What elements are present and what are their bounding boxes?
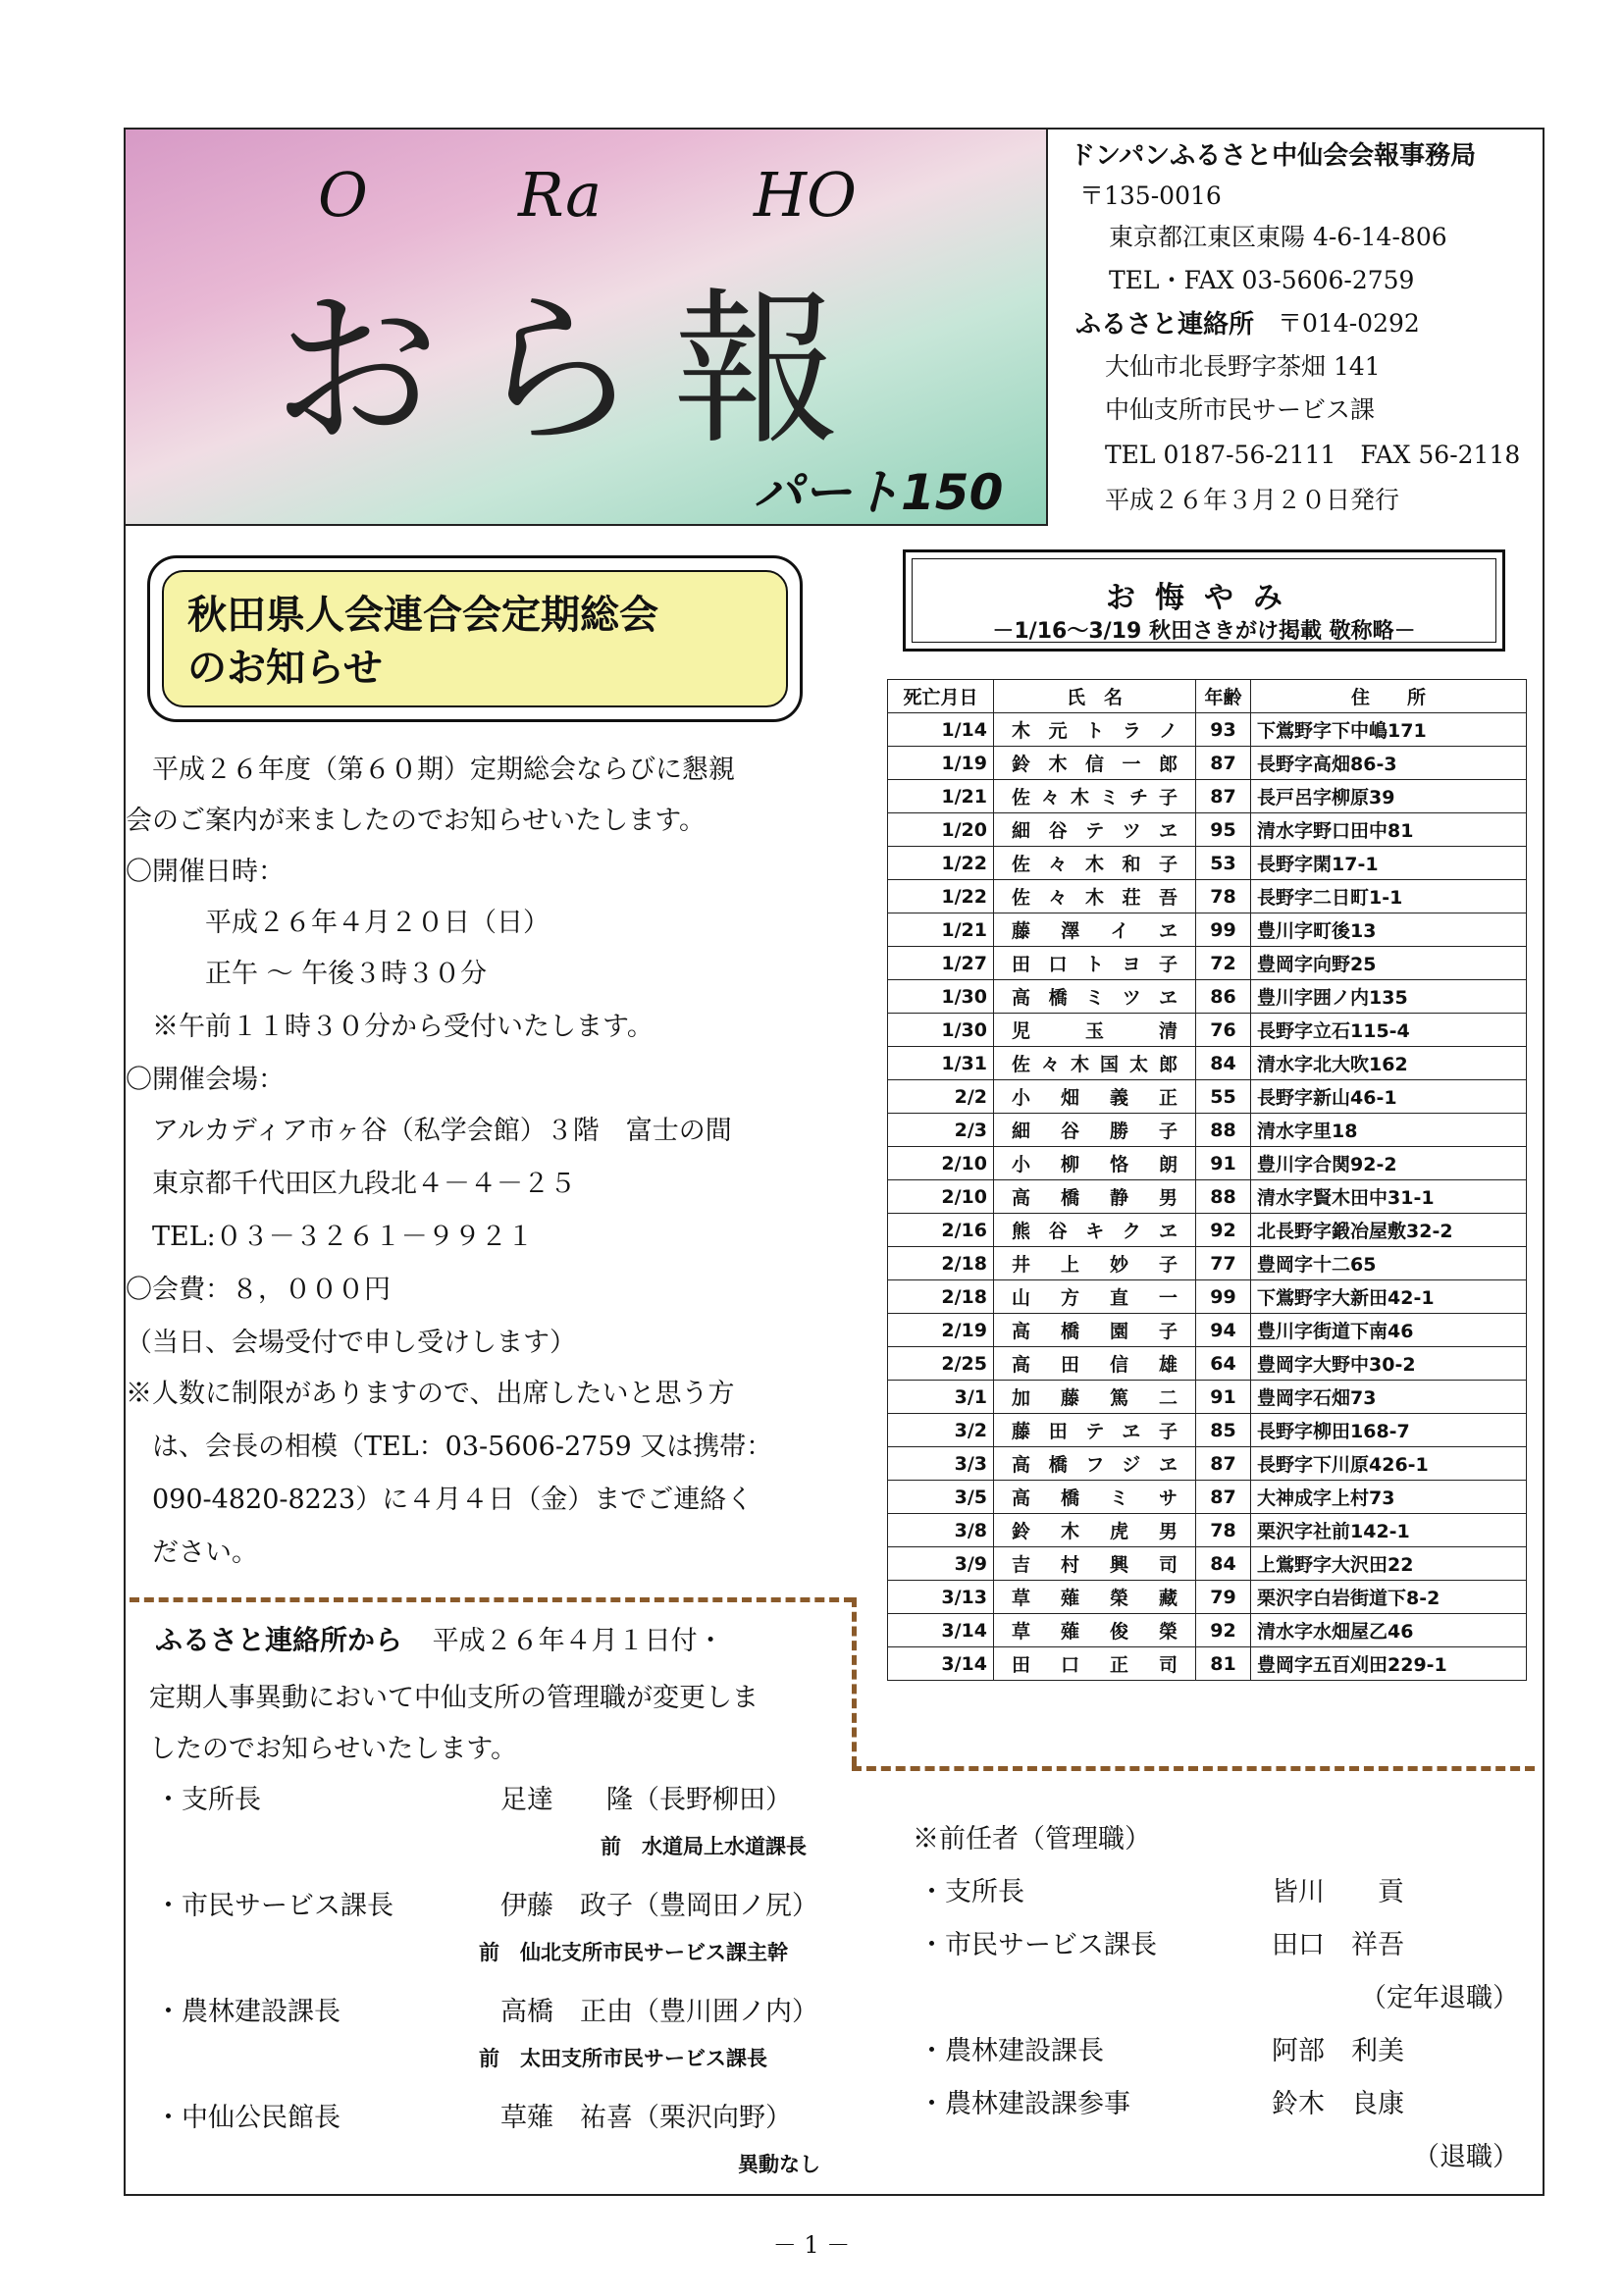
address: 豊川字町後13 [1251,913,1527,947]
notice-line: （当日、会場受付で申し受けします） [126,1328,576,1358]
page-number: － 1 － [772,2231,851,2259]
dashed-divider-top [130,1597,854,1602]
col-name-header: 氏 名 [994,680,1196,713]
predecessor-person: 阿部 利美 [1272,2036,1404,2066]
deceased-name: 高橋園子 [994,1314,1196,1347]
address: 栗沢字社前142-1 [1251,1514,1527,1547]
death-date: 1/19 [888,747,994,780]
condolences-title: お悔やみ [1106,581,1302,615]
age: 87 [1196,1481,1251,1514]
deceased-name: 高橋ミツヱ [994,980,1196,1014]
death-date: 1/30 [888,980,994,1014]
notice-line: ※午前１１時３０分から受付いたします。 [126,1012,654,1042]
age: 88 [1196,1180,1251,1214]
predecessor-person: 田口 祥吾 [1272,1930,1404,1960]
death-date: 1/27 [888,947,994,980]
furusato-header [155,1619,724,1658]
address: 豊川字合関92-2 [1251,1147,1527,1180]
notice-line: 〇開催日時： [126,857,285,887]
masthead-title: おら報 [273,274,874,468]
address: 豊岡字大野中30-2 [1251,1347,1527,1381]
address: 長野字立石115-4 [1251,1014,1527,1047]
contact-dept: 中仙支所市民サービス課 [1105,395,1376,424]
death-date: 2/10 [888,1147,994,1180]
address: 北長野字鍛冶屋敷32-2 [1251,1214,1527,1247]
age: 87 [1196,780,1251,813]
address: 栗沢字白岩街道下8-2 [1251,1581,1527,1614]
office-name: ドンパンふるさと中仙会会報事務局 [1070,141,1477,171]
address: 豊川字街道下南46 [1251,1314,1527,1347]
office-postal: 〒135-0016 [1079,182,1222,210]
notice-line: ※人数に制限がありますので、出席したいと思う方 [126,1379,735,1409]
predecessor-person: 鈴木 良康 [1272,2089,1404,2119]
address: 清水字里18 [1251,1114,1527,1147]
issue-part-number: パート150 [754,464,1004,521]
appointment-person: 高橋 正由（豊川囲ノ内） [500,1997,818,2027]
contact-postal: 〒014-0292 [1278,309,1420,338]
deceased-name: 加藤篤二 [994,1381,1196,1414]
age: 76 [1196,1014,1251,1047]
office-tel: TEL・FAX 03-5606-2759 [1109,266,1415,294]
deceased-name: 細谷勝子 [994,1114,1196,1147]
death-date: 2/25 [888,1347,994,1381]
deceased-name: 鈴木虎男 [994,1514,1196,1547]
notice-line: アルカディア市ヶ谷（私学会館）３階 富士の間 [126,1116,732,1146]
address: 清水字賢木田中31-1 [1251,1180,1527,1214]
age: 64 [1196,1347,1251,1381]
condolences-subtitle: －1/16～3/19 秋田さきがけ掲載 敬称略－ [992,619,1416,644]
death-date: 3/1 [888,1381,994,1414]
furusato-date-note: 平成２６年４月１日付・ [432,1626,724,1656]
age: 84 [1196,1047,1251,1080]
obituary-row [888,847,1527,880]
obituary-row [888,880,1527,913]
deceased-name: 草薙榮藏 [994,1581,1196,1614]
notice-line: 〇開催会場： [126,1065,285,1095]
deceased-name: 佐々木和子 [994,847,1196,880]
address: 豊川字囲ノ内135 [1251,980,1527,1014]
notice-line: 東京都千代田区九段北４－４－２５ [126,1169,576,1199]
deceased-name: 高橋ミサ [994,1481,1196,1514]
age: 78 [1196,880,1251,913]
death-date: 3/14 [888,1614,994,1647]
col-date-header: 死亡月日 [888,680,994,713]
age: 72 [1196,947,1251,980]
age: 85 [1196,1414,1251,1447]
appointment-previous-post: 前 仙北支所市民サービス課主幹 [479,1941,788,1964]
obituary-row [888,1247,1527,1280]
furusato-title: ふるさと連絡所から [155,1624,403,1656]
age: 53 [1196,847,1251,880]
age: 91 [1196,1147,1251,1180]
deceased-name: 佐々木荘吾 [994,880,1196,913]
obituary-row [888,1414,1527,1447]
age: 92 [1196,1214,1251,1247]
deceased-name: 高橋静男 [994,1180,1196,1214]
obituary-row [888,1314,1527,1347]
obituary-row [888,1381,1527,1414]
address: 上鴬野字大沢田22 [1251,1547,1527,1581]
death-date: 2/18 [888,1280,994,1314]
death-date: 2/18 [888,1247,994,1280]
appointment-previous-post: 異動なし [738,2153,820,2176]
obituary-header-row [888,680,1527,713]
furusato-line2: 定期人事異動において中仙支所の管理職が変更しま [149,1683,759,1713]
address: 大神成字上村73 [1251,1481,1527,1514]
notice-line: 正午 ～ 午後３時３０分 [126,959,488,989]
predecessor-note: （定年退職） [1360,1983,1519,2013]
death-date: 1/21 [888,780,994,813]
obituary-row [888,1647,1527,1681]
notice-line: ださい。 [126,1538,258,1568]
notice-title-box [147,555,803,722]
obituary-row [888,1180,1527,1214]
age: 92 [1196,1614,1251,1647]
deceased-name: 高田信雄 [994,1347,1196,1381]
notice-line: 090-4820-8223）に４月４日（金）までご連絡く [126,1485,754,1515]
romaji-ho: HO [754,159,857,231]
obituary-row [888,1080,1527,1114]
obituary-row [888,913,1527,947]
death-date: 1/31 [888,1047,994,1080]
age: 79 [1196,1581,1251,1614]
address: 長野字新山46-1 [1251,1080,1527,1114]
death-date: 1/22 [888,847,994,880]
obituary-table [887,679,1527,1681]
deceased-name: 佐々木ミチ子 [994,780,1196,813]
death-date: 2/10 [888,1180,994,1214]
age: 87 [1196,747,1251,780]
obituary-row [888,1014,1527,1047]
obituary-row [888,1481,1527,1514]
obituary-row [888,1614,1527,1647]
appointment-role: ・農林建設課長 [155,1997,340,2027]
appointment-role: ・中仙公民館長 [155,2103,340,2133]
contact-address: 大仙市北長野字茶畑 141 [1105,352,1381,381]
predecessor-role: ・市民サービス課長 [918,1930,1157,1960]
death-date: 3/14 [888,1647,994,1681]
age: 55 [1196,1080,1251,1114]
age: 78 [1196,1514,1251,1547]
death-date: 2/2 [888,1080,994,1114]
deceased-name: 藤田テヱ子 [994,1414,1196,1447]
obituary-row [888,980,1527,1014]
predecessor-role: ・支所長 [918,1877,1024,1907]
address: 下鴬野字大新田42-1 [1251,1280,1527,1314]
death-date: 1/22 [888,880,994,913]
death-date: 3/2 [888,1414,994,1447]
predecessor-person: 皆川 貢 [1272,1877,1404,1907]
appointment-role: ・市民サービス課長 [155,1891,393,1921]
address: 下鴬野字下中嶋171 [1251,713,1527,747]
appointment-person: 伊藤 政子（豊岡田ノ尻） [500,1891,818,1921]
col-address-header: 住 所 [1251,680,1527,713]
obituary-row [888,780,1527,813]
address: 長野字下川原426-1 [1251,1447,1527,1481]
obituary-row [888,1347,1527,1381]
col-age-header: 年齢 [1196,680,1251,713]
contact-label: ふるさと連絡所 [1075,310,1255,339]
deceased-name: 田口正司 [994,1647,1196,1681]
age: 94 [1196,1314,1251,1347]
death-date: 2/16 [888,1214,994,1247]
age: 95 [1196,813,1251,847]
death-date: 3/9 [888,1547,994,1581]
age: 81 [1196,1647,1251,1681]
deceased-name: 高橋フジヱ [994,1447,1196,1481]
obituary-row [888,1047,1527,1080]
age: 91 [1196,1381,1251,1414]
obituary-row [888,1214,1527,1247]
contact-tel: TEL 0187-56-2111 FAX 56-2118 [1105,441,1521,469]
obituary-row [888,1547,1527,1581]
predecessor-note: （退職） [1413,2142,1519,2172]
office-address: 東京都江東区東陽 4-6-14-806 [1109,223,1447,251]
appointment-previous-post: 前 太田支所市民サービス課長 [479,2047,767,2070]
age: 93 [1196,713,1251,747]
obituary-row [888,1581,1527,1614]
romaji-o: O [318,159,368,231]
masthead-banner [126,130,1048,526]
deceased-name: 児玉清 [994,1014,1196,1047]
age: 87 [1196,1447,1251,1481]
predecessor-role: ・農林建設課長 [918,2036,1104,2066]
age: 77 [1196,1247,1251,1280]
obituary-row [888,813,1527,847]
address: 清水字水畑屋乙46 [1251,1614,1527,1647]
obituary-row [888,1114,1527,1147]
deceased-name: 田口トヨ子 [994,947,1196,980]
address: 長戸呂字柳原39 [1251,780,1527,813]
address: 長野字柳田168-7 [1251,1414,1527,1447]
death-date: 3/3 [888,1447,994,1481]
notice-title-line1: 秋田県人会連合会定期総会 [187,593,658,638]
obituary-row [888,1447,1527,1481]
deceased-name: 草薙俊榮 [994,1614,1196,1647]
obituary-row [888,1147,1527,1180]
dashed-divider-bottom [852,1766,1535,1771]
age: 84 [1196,1547,1251,1581]
death-date: 3/13 [888,1581,994,1614]
dashed-divider-vertical [852,1597,857,1766]
notice-line: 平成２６年度（第６０期）定期総会ならびに懇親 [126,755,735,785]
death-date: 1/20 [888,813,994,847]
furusato-line3: したのでお知らせいたします。 [149,1734,518,1764]
appointment-previous-post: 前 水道局上水道課長 [601,1835,807,1858]
deceased-name: 井上妙子 [994,1247,1196,1280]
appointment-person: 草薙 祐喜（栗沢向野） [500,2103,792,2133]
notice-line: 〇会費：８，０００円 [126,1275,391,1305]
notice-line: は、会長の相模（TEL：03-5606-2759 又は携帯： [126,1432,773,1462]
address: 豊岡字向野25 [1251,947,1527,980]
deceased-name: 山方直一 [994,1280,1196,1314]
death-date: 2/19 [888,1314,994,1347]
deceased-name: 藤澤イヱ [994,913,1196,947]
death-date: 1/30 [888,1014,994,1047]
age: 86 [1196,980,1251,1014]
romaji-ra: Ra [518,159,602,231]
deceased-name: 木元トラノ [994,713,1196,747]
death-date: 3/5 [888,1481,994,1514]
address: 豊岡字石畑73 [1251,1381,1527,1414]
address: 豊岡字五百刈田229-1 [1251,1647,1527,1681]
obituary-row [888,1280,1527,1314]
notice-line: 平成２６年４月２０日（日） [126,908,550,938]
age: 99 [1196,1280,1251,1314]
death-date: 1/21 [888,913,994,947]
deceased-name: 吉村興司 [994,1547,1196,1581]
appointment-person: 足達 隆（長野柳田） [500,1785,792,1815]
deceased-name: 小柳恪朗 [994,1147,1196,1180]
predecessor-role: ・農林建設課参事 [918,2089,1130,2119]
address: 豊岡字十二65 [1251,1247,1527,1280]
deceased-name: 佐々木国太郎 [994,1047,1196,1080]
condolences-title-box [903,549,1505,652]
address: 長野字閑17-1 [1251,847,1527,880]
appointment-role: ・支所長 [155,1785,261,1815]
address: 長野字二日町1-1 [1251,880,1527,913]
deceased-name: 細谷テツヱ [994,813,1196,847]
obituary-row [888,947,1527,980]
notice-line: 会のご案内が来ましたのでお知らせいたします。 [126,806,707,836]
deceased-name: 小畑義正 [994,1080,1196,1114]
death-date: 1/14 [888,713,994,747]
address: 清水字北大吹162 [1251,1047,1527,1080]
obituary-row [888,747,1527,780]
obituary-row [888,1514,1527,1547]
address: 清水字野口田中81 [1251,813,1527,847]
age: 99 [1196,913,1251,947]
age: 88 [1196,1114,1251,1147]
address: 長野字高畑86-3 [1251,747,1527,780]
notice-title-line2: のお知らせ [187,646,383,691]
predecessor-title: ※前任者（管理職） [913,1824,1151,1854]
death-date: 3/8 [888,1514,994,1547]
obituary-row [888,713,1527,747]
issue-date: 平成２６年３月２０日発行 [1105,486,1400,514]
deceased-name: 熊谷キクヱ [994,1214,1196,1247]
death-date: 2/3 [888,1114,994,1147]
deceased-name: 鈴木信一郎 [994,747,1196,780]
notice-line: TEL:０３－３２６１－９９２１ [126,1222,534,1252]
